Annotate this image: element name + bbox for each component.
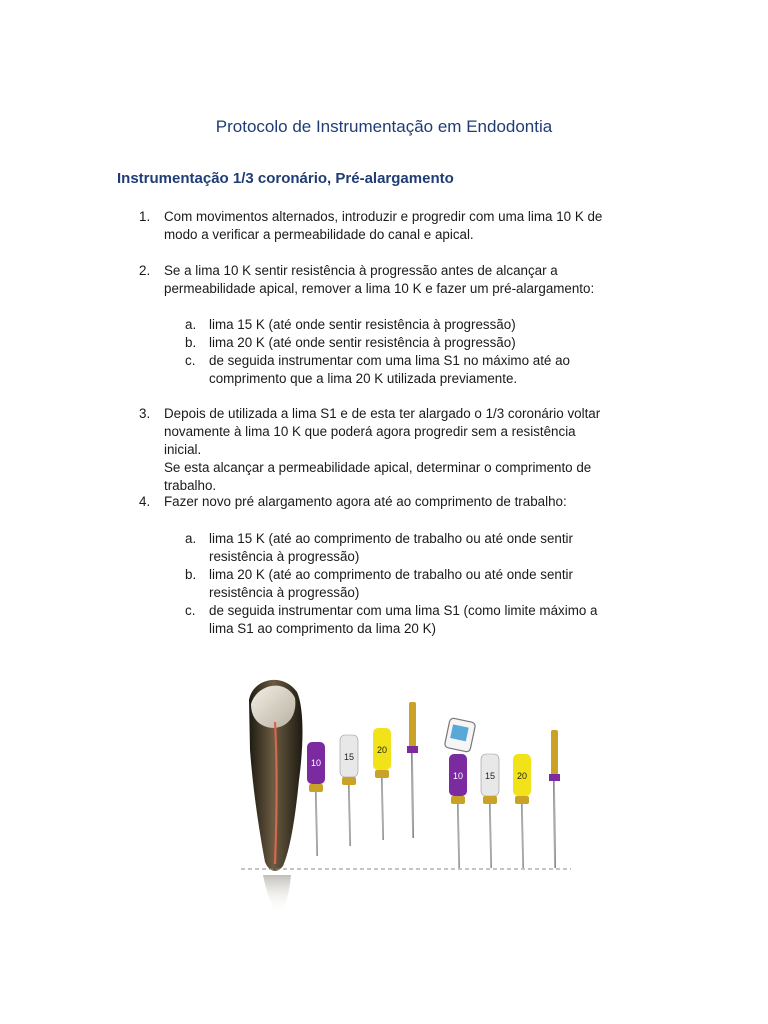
- file-10-purple-2: [449, 754, 467, 868]
- file-label: 20: [376, 745, 388, 755]
- file-s1-rotary: [407, 702, 418, 838]
- step-line: permeabilidade apical, remover a lima 10 K e fazer um pré-alargamento:: [164, 281, 595, 296]
- file-label: 15: [343, 752, 355, 762]
- substep-line: lima 20 K (até onde sentir resistência à progressão): [209, 335, 516, 350]
- step-number: 2.: [139, 263, 151, 278]
- step-line: Se a lima 10 K sentir resistência à progressão antes de alcançar a: [164, 263, 558, 278]
- file-20-yellow-2: [513, 754, 531, 868]
- substep-letter: a.: [185, 531, 197, 546]
- file-holder-icon: [444, 718, 476, 753]
- substep-letter: c.: [185, 353, 196, 368]
- file-10-purple: [307, 742, 325, 856]
- substep-letter: c.: [185, 603, 196, 618]
- substep-line: comprimento que a lima 20 K utilizada previamente.: [209, 371, 518, 386]
- step-number: 3.: [139, 406, 151, 421]
- step-line: Com movimentos alternados, introduzir e progredir com uma lima 10 K de: [164, 209, 603, 224]
- substep-letter: b.: [185, 335, 197, 350]
- endodontic-files-illustration: [235, 670, 585, 930]
- file-label: 20: [516, 771, 528, 781]
- step-line: trabalho.: [164, 478, 217, 493]
- substep-line: lima S1 ao comprimento da lima 20 K): [209, 621, 436, 636]
- file-label: 15: [484, 771, 496, 781]
- step-line: Fazer novo pré alargamento agora até ao comprimento de trabalho:: [164, 494, 567, 509]
- substep-line: lima 15 K (até onde sentir resistência à progressão): [209, 317, 516, 332]
- step-line: novamente à lima 10 K que poderá agora progredir sem a resistência inicial.: [164, 424, 576, 457]
- file-20-yellow: [373, 728, 391, 840]
- substep-line: de seguida instrumentar com uma lima S1 no máximo até ao: [209, 353, 570, 368]
- file-label: 10: [310, 758, 322, 768]
- substep-line: lima 20 K (até ao comprimento de trabalho ou até onde sentir: [209, 567, 573, 582]
- step-number: 1.: [139, 209, 151, 224]
- step-line: Depois de utilizada a lima S1 e de esta ter alargado o 1/3 coronário voltar: [164, 406, 601, 421]
- file-15-white-2: [481, 754, 499, 868]
- file-15-white: [340, 735, 358, 846]
- substep-letter: a.: [185, 317, 197, 332]
- step-line: Se esta alcançar a permeabilidade apical, determinar o comprimento de: [164, 460, 592, 475]
- tooth: [249, 680, 303, 914]
- file-label: 10: [452, 771, 464, 781]
- document-title: Protocolo de Instrumentação em Endodontia: [215, 117, 553, 136]
- file-s1-rotary-2: [549, 730, 560, 868]
- substep-line: resistência à progressão): [209, 549, 360, 564]
- substep-line: lima 15 K (até ao comprimento de trabalho ou até onde sentir: [209, 531, 573, 546]
- step-line: modo a verificar a permeabilidade do canal e apical.: [164, 227, 474, 242]
- step-number: 4.: [139, 494, 151, 509]
- section-heading: Instrumentação 1/3 coronário, Pré-alargamento: [117, 170, 454, 187]
- substep-line: de seguida instrumentar com uma lima S1 (como limite máximo a: [209, 603, 598, 618]
- substep-letter: b.: [185, 567, 197, 582]
- substep-line: resistência à progressão): [209, 585, 360, 600]
